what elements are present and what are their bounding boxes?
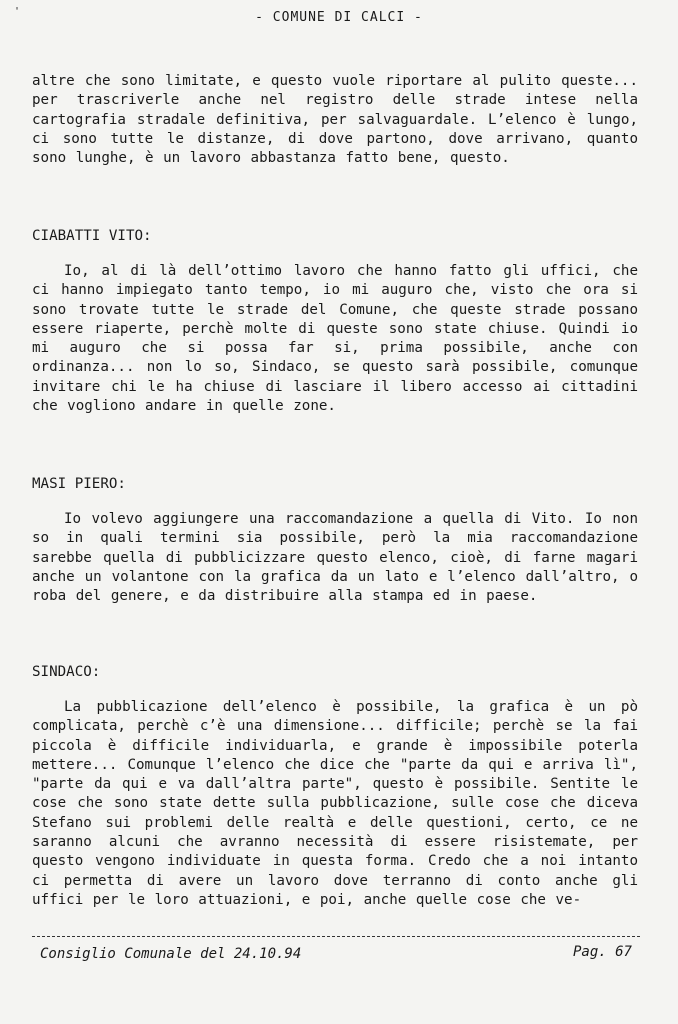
footer-session: Consiglio Comunale del 24.10.94 xyxy=(40,946,302,962)
speaker-label: CIABATTI VITO: xyxy=(32,228,152,244)
speaker-label: MASI PIERO: xyxy=(32,476,126,492)
paragraph-masi xyxy=(32,510,638,606)
footer-divider xyxy=(32,936,640,937)
paragraph-text: Io, al di là dell’ottimo lavoro che hanno fatto gli uffici, che ci hanno impiegato tanto tempo, io mi auguro che, visto che ora si sono trovate tutte le strade del Comune, che queste strade possano essere riaperte, perchè molte di queste sono state chiuse. Quindi io mi auguro che si possa far si, prima possibile, anche con ordinanza... non lo so, Sindaco, se questo sarà possibile, comunque invitare chi le ha chiuse di lasciare il libero accesso ai cittadini che vogliono andare in quelle zone. xyxy=(32,263,638,415)
paragraph-text: Io volevo aggiungere una raccomandazione a quella di Vito. Io non so in quali termini sia possibile, però la mia raccomandazione sarebbe quella di pubblicizzare questo elenco, cioè, di farne magari anche un volantone con la grafica da un lato e l’elenco dall’altro, o roba del genere, e da distribuire alla stampa ed in paese. xyxy=(32,511,638,605)
paragraph-intro xyxy=(32,72,638,168)
paragraph-sindaco xyxy=(32,698,638,910)
speaker-label: SINDACO: xyxy=(32,664,101,680)
page-number: Pag. 67 xyxy=(572,944,632,960)
corner-mark: ' xyxy=(14,6,21,17)
paragraph-text: La pubblicazione dell’elenco è possibile, la grafica è un pò complicata, perchè c’è una dimensione... difficile; perchè se la fai piccola è difficile individuarla, e grande è impossibile poterla mettere... Comunque l’elenco che dice che "parte da qui e arriva lì", "parte da qui e va dall’altra parte", questo è possibile. Sentite le cose che sono state dette sulla pubblicazione, sulle cose che diceva Stefano sui problemi delle realtà e delle questioni, certo, ce ne saranno alcuni che avranno necessità di essere risistemate, per questo vengono individuate in questa forma. Credo che a noi intanto ci permetta di avere un lavoro dove terranno di conto anche gli uffici per le loro attuazioni, e poi, anche quelle cose che ve- xyxy=(32,699,638,908)
paragraph-ciabatti xyxy=(32,262,638,416)
paragraph-text: altre che sono limitate, e questo vuole riportare al pulito queste... per trascriverle anche nel registro delle strade intese nella cartografia stradale definitiva, per salvaguardale. L’elenco è lungo, ci sono tutte le distanze, di dove partono, dove arrivano, quanto sono lunghe, è un lavoro abbastanza fatto bene, questo. xyxy=(32,73,638,167)
page-header: - COMUNE DI CALCI - xyxy=(255,10,423,25)
